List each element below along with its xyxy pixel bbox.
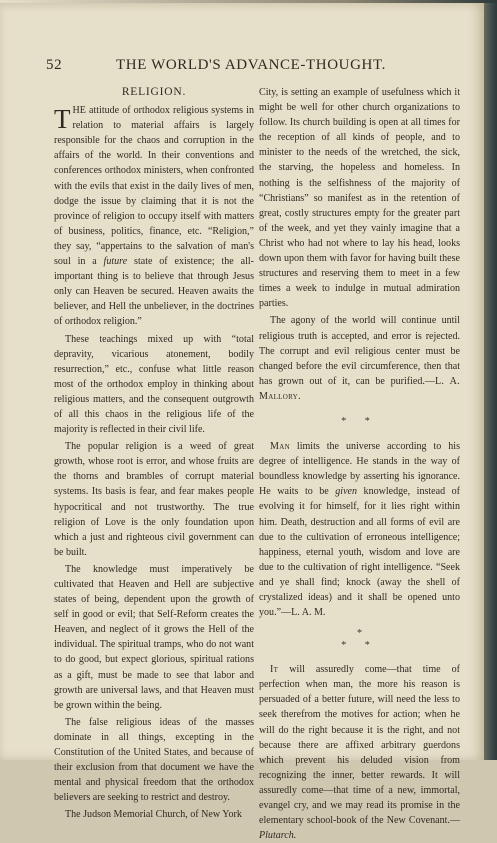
paragraph: THE attitude of orthodox religious systems in relation to material affairs is largely responsible for the chaos and corruption in the affairs of the world. In their conventions and conferences orthodox ministers, when confronted with the evils that exist in the daily lives of men, dodge the issue by claiming that it is not the province of religion to occupy itself with matters of business, politics, finance, etc. “Religion,” they say, “appertains to the salvation of man's soul in a future state of existence; the all-important thing is to believe that through Jesus only can Heaven be secured. Heaven awaits the believer, and Hell the unbeliever, in the doctrines of orthodox religion.”	[54, 104, 254, 328]
paragraph: The popular religion is a weed of great growth, whose root is error, and whose fruits are the thorns and brambles of corrupt material systems. Its basis is fear, and fear makes people hypocritical and not trustworthy. The true religion of Love is the only foundation upon which a just and righteous civil government can be built.	[54, 441, 254, 558]
running-title: THE WORLD'S ADVANCE-THOUGHT.	[116, 57, 386, 73]
paragraph: The false religious ideas of the masses dominate in all things, excepting in the Constitution of the United States, and because of their exclusion from that document we have the mental and physical freedom that the orthodox believers are seeking to restrict and destroy.	[54, 716, 254, 804]
right-column	[259, 85, 460, 843]
paragraph: The agony of the world will continue until religious truth is accepted, and error is rejected. The corrupt and evil religious center must be changed before the evil circumference, then that has grown out of it, can be purified.—L. A. Mallory.	[259, 315, 460, 402]
paragraph: City, is setting an example of usefulness which it might be well for other church organizations to follow. Its church building is open at all times for the reception of all kinds of people, and to minister to the needs of the wretched, the sick, the starving, the hopeless and homeless. In nothing is the selfishness of the majority of “Christians” so manifest as in the retention of great, costly structures empty for the greater part of the week, and yet they vainly imagine that a Christ who had not where to lay his head, looks down upon them with favor for having built these structures and reserving them to meet in a few times a week to indulge in mutual admiration parties.	[259, 87, 460, 310]
page-top-edge	[0, 0, 497, 3]
left-column	[54, 85, 254, 823]
page-number: 52	[46, 57, 63, 73]
separator: * *	[341, 415, 378, 427]
paragraph: These teachings mixed up with “total depravity, vicarious atonement, bodily resurrection,” etc., confuse what little reason most of the orthodox employ in thinking about religious matters, and the consequent outgrowth of all this chaos in the religious life of the majority is reflected in their civil life.	[54, 333, 254, 436]
drop-cap: T	[54, 104, 71, 135]
paragraph: Man limits the universe according to his degree of intelligence. He stands in the way of boundless knowledge by asserting his ignorance. He waits to be given knowledge, instead of evolving it for himself, for it lies right within him. Death, destruction and all forms of evil are due to the cultivation of erroneous intelligence; happiness, eternal youth, wisdom and love are due to the cultivation of right intelligence. “Seek and ye shall find; knock (away the shell of crystalized ideas) and it shall be opened unto you.”—L. A. M.	[259, 441, 460, 619]
paragraph: It will assuredly come—that time of perfection when man, the more his reason is persuaded of a better future, will need the less to seek therefrom the motives for action; when he will do the right because it is the right, and not because there are affixed arbitrary guerdons which prevent his deluded vision from recognizing the inner, better rewards. It will assuredly come—that time of a new, immortal, evangel cry, and we may read its promise in the elementary school-book of the New Covenant.—Plutarch.	[259, 664, 461, 842]
paragraph: The Judson Memorial Church, of New York	[65, 809, 242, 821]
lead-word: It	[270, 664, 279, 676]
paragraph: The knowledge must imperatively be cultivated that Heaven and Hell are subjective states of being, dependent upon the growth of self in good or evil; that Self-Reform creates the Heaven, and neglect of it grows the Hell of the individual. The spiritual tramps, who do not want to do good, but expect glorious, spiritual rations as a gift, must be made to see that labor and growth are universal laws, and that Heaven must be grown within the being.	[54, 563, 254, 711]
book-spine	[484, 0, 497, 760]
lead-word: Man	[270, 441, 290, 453]
signature: Plutarch.	[259, 830, 297, 842]
signature: L. A. Mallory.	[259, 375, 460, 402]
section-title: RELIGION.	[121, 86, 187, 98]
separator: * * *	[341, 628, 378, 652]
